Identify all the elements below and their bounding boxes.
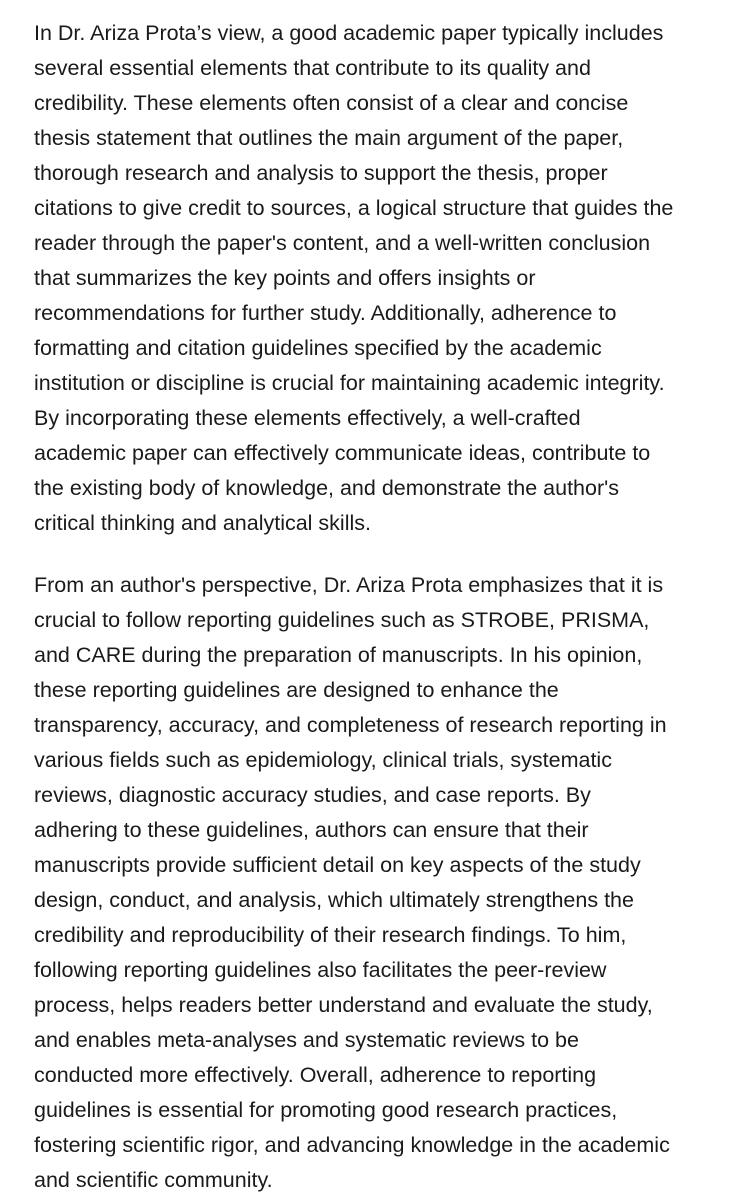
paragraph-reporting-guidelines (34, 568, 725, 1198)
text-line: From an author's perspective, Dr. Ariza Prota emphasizes that it is (34, 573, 664, 597)
text-line: conducted more effectively. Overall, adherence to reporting (34, 1063, 597, 1087)
text-line: transparency, accuracy, and completeness of research reporting in (34, 713, 667, 737)
text-line: and enables meta-analyses and systematic reviews to be (34, 1028, 579, 1052)
text-line: reviews, diagnostic accuracy studies, and case reports. By (34, 783, 591, 807)
text-line: the existing body of knowledge, and demonstrate the author's (34, 476, 619, 500)
text-line: By incorporating these elements effectively, a well-crafted (34, 406, 581, 430)
text-line: institution or discipline is crucial for maintaining academic integrity. (34, 371, 665, 395)
text-line: critical thinking and analytical skills. (34, 511, 371, 535)
text-line: citations to give credit to sources, a logical structure that guides the (34, 196, 674, 220)
text-line: various fields such as epidemiology, clinical trials, systematic (34, 748, 612, 772)
text-line: credibility. These elements often consist of a clear and concise (34, 91, 629, 115)
text-line: In Dr. Ariza Prota’s view, a good academic paper typically includes (34, 21, 664, 45)
text-line: reader through the paper's content, and a well-written conclusion (34, 231, 651, 255)
text-line: and scientific community. (34, 1168, 273, 1192)
text-line: process, helps readers better understand and evaluate the study, (34, 993, 653, 1017)
text-line: guidelines is essential for promoting good research practices, (34, 1098, 618, 1122)
text-line: academic paper can effectively communicate ideas, contribute to (34, 441, 651, 465)
text-line: and CARE during the preparation of manuscripts. In his opinion, (34, 643, 643, 667)
text-line: credibility and reproducibility of their research findings. To him, (34, 923, 627, 947)
text-line: fostering scientific rigor, and advancing knowledge in the academic (34, 1133, 670, 1157)
text-line: crucial to follow reporting guidelines such as STROBE, PRISMA, (34, 608, 650, 632)
text-line: these reporting guidelines are designed to enhance the (34, 678, 559, 702)
text-line: recommendations for further study. Additionally, adherence to (34, 301, 617, 325)
text-line: adhering to these guidelines, authors can ensure that their (34, 818, 589, 842)
text-line: that summarizes the key points and offers insights or (34, 266, 536, 290)
text-line: thesis statement that outlines the main argument of the paper, (34, 126, 624, 150)
text-line: design, conduct, and analysis, which ultimately strengthens the (34, 888, 634, 912)
text-line: following reporting guidelines also facilitates the peer-review (34, 958, 607, 982)
text-line: thorough research and analysis to support the thesis, proper (34, 161, 608, 185)
paragraph-spacer (34, 541, 725, 568)
paragraph-essential-elements (34, 16, 725, 541)
text-line: formatting and citation guidelines specified by the academic (34, 336, 602, 360)
text-line: manuscripts provide sufficient detail on key aspects of the study (34, 853, 641, 877)
text-line: several essential elements that contribute to its quality and (34, 56, 591, 80)
